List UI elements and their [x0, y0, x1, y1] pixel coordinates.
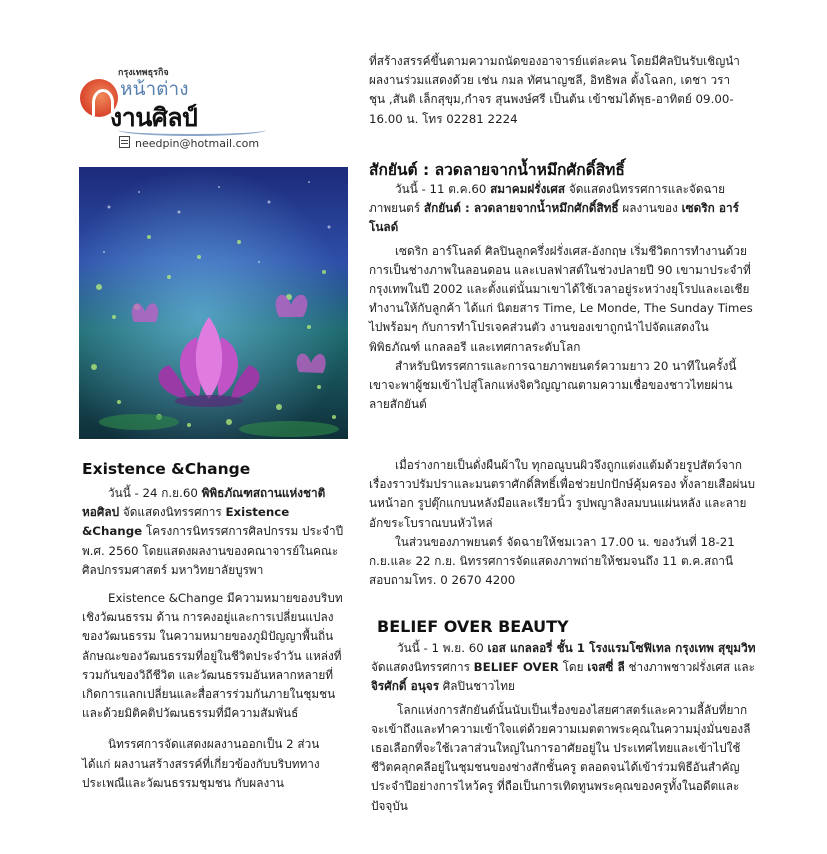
- belief-intro-mid3: ช่างภาพชาวฝรั่งเศส และ: [624, 660, 755, 675]
- sakyan-paragraph-4: เมื่อร่างกายเป็นดั่งผืนผ้าใบ ทุกอณูบนผิวจึงถูกแต่งแต้มด้วยรูปสัตว์จากเรื่องราวปรัมปราและมนตราศักดิ์สิทธิ์เพื่อช่วยปกปักษ์คุ้มครอง ทั้งลายเสือผ่นบนหน้าอก รูปตุ๊กแกบนหลังมือและเรียวนิ้ว รูปพญาลิงลมบนแผ่นหลัง และลายอักขระโบราณบนหัวไหล่: [369, 458, 755, 530]
- belief-intro-mid2: โดย: [558, 660, 588, 675]
- sakyan-intro: [369, 180, 753, 238]
- publisher-name: กรุงเทพธุรกิจ: [118, 68, 169, 78]
- existence-intro: [82, 484, 344, 580]
- existence-date: วันนี้ - 24 ก.ย.60: [108, 486, 202, 500]
- sakyan-intro-mid2: ผลงานของ: [618, 201, 682, 216]
- existence-intro-suffix: โครงการนิทรรศการศิลปกรรม ประจำปี พ.ศ. 2560 โดยแสดงผลงานของคณาจารย์ในคณะศิลปกรรมศาสตร์ มหาวิทยาลัยบูรพา: [82, 524, 344, 577]
- email-text: needpin@hotmail.com: [135, 137, 260, 150]
- belief-article: [371, 639, 759, 816]
- sakyan-paragraph-2: เซดริก อาร์โนลด์ ศิลปินลูกครึ่งฝรั่งเศส-อังกฤษ เริ่มชีวิตการทำงานด้วยการเป็นช่างภาพในลอนดอน และเบลฟาสต์ในช่วงปลายปี 90 เขามาประจำที่กรุงเทพในปี 2002 และตั้งแต่นั้นมาเขาได้ใช้เวลาอยู่ระหว่างยุโรปและเอเชีย ทำงานให้กับลูกค้า ได้แก่ นิตยสาร Time, Le Monde, The Sunday Times ไปพร้อมๆ กับการทำโปรเจคส่วนตัว งานของเขาถูกนำไปจัดแสดงในพิพิธภัณฑ์ แกลลอรี และเทศกาลระดับโลก: [369, 243, 753, 354]
- existence-heading: Existence &Change: [82, 460, 251, 478]
- existence-intro-mid: จัดแสดงนิทรรศการ: [119, 505, 226, 520]
- sakyan-continuation: [369, 456, 759, 590]
- belief-artist-2: จิรศักดิ์ อนุจร: [371, 679, 440, 694]
- sakyan-venue: สมาคมฝรั่งเศส: [490, 182, 566, 196]
- belief-show-name: BELIEF OVER: [473, 660, 559, 675]
- existence-venue: พิพิธภัณฑสถานแห่งชาติ หอศิลป: [82, 486, 326, 520]
- belief-heading: BELIEF OVER BEAUTY: [377, 617, 569, 636]
- sakyan-heading: สักยันต์ : ลวดลายจากน้ำหมึกศักดิ์สิทธิ์: [369, 161, 625, 179]
- sakyan-paragraph-5: ในส่วนของภาพยนตร์ จัดฉายให้ชมเวลา 17.00 น. ของวันที่ 18-21 ก.ย.และ 22 ก.ย. นิทรรศการจัดแสดงภาพถ่ายให้ชมจนถึง 11 ต.ค.สถานีสอบถามโทร. 0 2670 4200: [369, 534, 735, 588]
- existence-show-name: Existence &Change: [82, 505, 290, 539]
- belief-intro-suffix: ศิลปินชาวไทย: [439, 679, 515, 694]
- lotus-painting-image: [79, 167, 348, 439]
- masthead-swoosh: [118, 124, 266, 136]
- belief-artist-1: เจสซี่ ลี: [587, 660, 625, 675]
- section-title-top: หน้าต่าง: [120, 78, 189, 100]
- continuation-text: [369, 52, 745, 129]
- contact-email[interactable]: [119, 136, 259, 150]
- sakyan-artist: เซดริก อาร์โนลด์: [369, 201, 739, 235]
- existence-paragraph-3: นิทรรศการจัดแสดงผลงานออกเป็น 2 ส่วน ได้แก่ ผลงานสร้างสรรค์ที่เกี่ยวข้องกับบริบททางประเพณีและวัฒนธรรมชุมชน กับผลงาน: [82, 737, 320, 790]
- continuation-paragraph: ที่สร้างสรรค์ขึ้นตามความถนัดของอาจารย์แต่ละคน โดยมีศิลปินรับเชิญนำผลงานร่วมแสดงด้วย เช่น กมล ทัศนาญชลี, อิทธิพล ตั้งโฉลก, เดชา วราชุน ,สันติ เล็กสุขุม,กำจร สุนพงษ์ศรี เป็นต้น เข้าชมได้พุธ-อาทิตย์ 09.00-16.00 น. โทร 02281 2224: [369, 54, 740, 126]
- masthead: [78, 62, 268, 152]
- belief-intro: [371, 639, 759, 697]
- existence-article: [82, 484, 344, 793]
- belief-intro-mid: จัดแสดงนิทรรศการ: [371, 660, 474, 675]
- sakyan-date: วันนี้ - 11 ต.ค.60: [395, 182, 491, 196]
- existence-paragraph-2: Existence &Change มีความหมายของบริบทเชิงวัฒนธรรม ด้าน การคงอยู่และการเปลี่ยนแปลงของวัฒนธรรม ในความหมายของภูมิปัญญาพื้นถิ่น ลักษณะของวัฒนธรรมที่อยู่ในชีวิตประจำวัน แหล่งที่รวมกันของวิถีชีวิต และวัฒนธรรมอันหลากหลายที่เกิดการแลกเปลี่ยนและสื่อสารร่วมกันภายในชุมชน และด้วยมิติคติปวัฒนธรรมที่มีความสัมพันธ์: [82, 591, 343, 721]
- sakyan-intro-mid: จัดแสดงนิทรรศการและจัดฉายภาพยนตร์: [369, 182, 726, 216]
- belief-paragraph-2: โลกแห่งการสักยันต์นั้นนับเป็นเรื่องของไสยศาสตร์และความลี้ลับที่ยากจะเข้าถึงและทำความเข้าใจแต่ด้วยความเมตตาพระคุณในความมุ่งมั่นของลี เธอเลือกที่จะใช้เวลาส่วนใหญ่ในการอาศัยอยู่ใน ประเทศไทยและเข้าไปใช้ชีวิตคลุกคลีอยู่ในชุมชนของช่างสักชั้นครู ตลอดจนได้เข้าร่วมพิธีอันสำคัญ ประจำปีอย่างการไหว้ครู ที่ถือเป็นการเทิดทูนพระคุณของครูทั้งในอดีตและปัจจุบัน: [371, 702, 751, 813]
- section-title-main: งานศิลป์: [110, 103, 198, 132]
- sakyan-show-name: สักยันต์ : ลวดลายจากน้ำหมึกศักดิ์สิทธิ์: [423, 201, 619, 216]
- sakyan-article: [369, 180, 753, 414]
- document-icon: [119, 136, 130, 148]
- sakyan-paragraph-3: สำหรับนิทรรศการและการฉายภาพยนตร์ความยาว 20 นาทีในครั้งนี้ เขาจะพาผู้ชมเข้าไปสู่โลกแห่งจิตวิญญาณตามความเชื่อของชาวไทยผ่านลายสักยันต์: [369, 358, 737, 412]
- belief-date: วันนี้ - 1 พ.ย. 60: [397, 641, 488, 655]
- belief-venue: เอส แกลลอรี่ ชั้น 1 โรงแรมโซฟิเทล กรุงเทพ สุขุมวิท: [487, 641, 756, 655]
